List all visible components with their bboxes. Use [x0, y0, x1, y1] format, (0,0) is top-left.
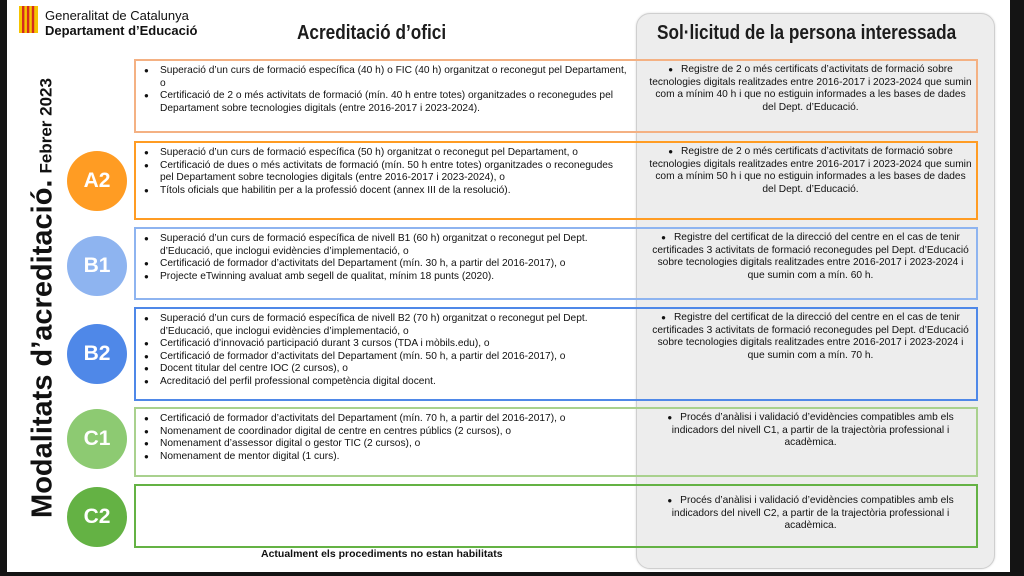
request-criteria-c1	[648, 412, 973, 450]
official-criteria-b2	[144, 313, 628, 388]
org-line-1: Generalitat de Catalunya	[45, 8, 189, 23]
side-title	[27, 78, 60, 518]
request-criteria-c2	[648, 495, 973, 533]
criterion: ● Nomenament de coordinador digital de centre en centres públics (2 cursos), o	[144, 426, 628, 439]
level-row-c2	[134, 484, 978, 548]
level-row-b1	[134, 227, 978, 300]
request-criteria-b2	[648, 312, 973, 362]
level-badge-b2: B2	[67, 324, 127, 384]
catalonia-flag-icon	[19, 6, 38, 33]
side-title-main: Modalitats d’acreditació.	[26, 179, 59, 518]
criterion: ● Títols oficials que habilitin per a la professió docent (annex III de la resolució).	[144, 185, 628, 198]
request-criterion: ● Registre de 2 o més certificats d’activitats de formació sobre tecnologies digitals realitzades entre 2016-2017 i 2023-2024 que sumin com a mínim 40 h i que no estiguin informades a les bases de dades del Dept. d’Educació.	[648, 64, 973, 114]
criterion: ● Certificació de formador d’activitats del Departament (mín. 70 h, a partir del 2016-2017), o	[144, 413, 628, 426]
footer-note: Actualment els procediments no estan habilitats	[261, 548, 503, 560]
criterion: ● Nomenament d’assessor digital o gestor TIC (2 cursos), o	[144, 438, 628, 451]
request-criterion: ● Registre del certificat de la direcció del centre en el cas de tenir certificades 3 activitats de formació reconegudes pel Dept. d’Educació sobre tecnologies digitals realitzades entre 2016-2017 i 2023-2024 i que sumin com a mín. 60 h.	[648, 232, 973, 282]
request-criteria-a1	[648, 64, 973, 114]
criterion: ● Certificació d’innovació participació durant 3 cursos (TDA i mòbils.edu), o	[144, 338, 628, 351]
criterion: ● Acreditació del perfil professional competència digital docent.	[144, 376, 628, 389]
criterion: ● Certificació de formador d’activitats del Departament (mín. 30 h, a partir del 2016-2017), o	[144, 258, 628, 271]
request-criterion: ● Procés d’anàlisi i validació d’evidències compatibles amb els indicadors del nivell C2, a partir de la trajectòria professional i acadèmica.	[648, 495, 973, 533]
request-criterion: ● Registre del certificat de la direcció del centre en el cas de tenir certificades 3 activitats de formació reconegudes pel Dept. d’Educació sobre tecnologies digitals realitzades entre 2016-2017 i 2023-2024 i que sumin com a mín. 70 h.	[648, 312, 973, 362]
criterion: ● Certificació de 2 o més activitats de formació (mín. 40 h entre totes) organitzades o reconegudes pel Departament sobre tecnologies digitals (entre 2016-2017 i 2023-2024).	[144, 90, 628, 115]
level-row-a2	[134, 141, 978, 220]
column-header-request: Sol·licitud de la persona interessada	[657, 22, 957, 44]
side-title-date: Febrer 2023	[36, 78, 56, 174]
level-row-a1	[134, 59, 978, 133]
level-badge-a2: A2	[67, 151, 127, 211]
criterion: ● Certificació de dues o més activitats de formació (mín. 50 h entre totes) organitzades o reconegudes pel Departament sobre tecnologies digitals (entre 2016-2017 i 2023-2024), o	[144, 160, 628, 185]
official-criteria-a1	[144, 65, 628, 115]
criterion: ● Docent titular del centre IOC (2 cursos), o	[144, 363, 628, 376]
criterion: ● Projecte eTwinning avaluat amb segell de qualitat, mínim 18 punts (2020).	[144, 271, 628, 284]
level-badge-b1: B1	[67, 236, 127, 296]
criterion: ● Superació d’un curs de formació específica (40 h) o FIC (40 h) organitzat o reconegut pel Departament, o	[144, 65, 628, 90]
request-criteria-a2	[648, 146, 973, 196]
criterion: ● Superació d’un curs de formació específica de nivell B1 (60 h) organitzat o reconegut pel Dept. d’Educació, que inclogui evidències d’implementació, o	[144, 233, 628, 258]
criterion: ● Superació d’un curs de formació específica de nivell B2 (70 h) organitzat o reconegut pel Dept. d’Educació, que inclogui evidències d’implementació, o	[144, 313, 628, 338]
criterion: ● Nomenament de mentor digital (1 curs).	[144, 451, 628, 464]
org-line-2: Departament d’Educació	[45, 23, 198, 38]
level-badge-c2: C2	[67, 487, 127, 547]
level-badge-c1: C1	[67, 409, 127, 469]
level-row-b2	[134, 307, 978, 401]
column-header-official: Acreditació d’ofici	[297, 22, 447, 44]
slide	[7, 0, 1010, 572]
organization-name	[45, 8, 197, 38]
level-row-c1	[134, 407, 978, 477]
official-criteria-b1	[144, 233, 628, 283]
criterion: ● Superació d’un curs de formació específica (50 h) organitzat o reconegut pel Departament, o	[144, 147, 628, 160]
official-criteria-a2	[144, 147, 628, 197]
criterion: ● Certificació de formador d’activitats del Departament (mín. 50 h, a partir del 2016-2017), o	[144, 351, 628, 364]
level-badge-a1: A1	[83, 91, 111, 114]
official-criteria-c1	[144, 413, 628, 463]
request-criterion: ● Procés d’anàlisi i validació d’evidències compatibles amb els indicadors del nivell C1, a partir de la trajectòria professional i acadèmica.	[648, 412, 973, 450]
request-criteria-b1	[648, 232, 973, 282]
request-criterion: ● Registre de 2 o més certificats d’activitats de formació sobre tecnologies digitals realitzades entre 2016-2017 i 2023-2024 que sumin com a mínim 50 h i que no estiguin informades a les bases de dades del Dept. d’Educació.	[648, 146, 973, 196]
